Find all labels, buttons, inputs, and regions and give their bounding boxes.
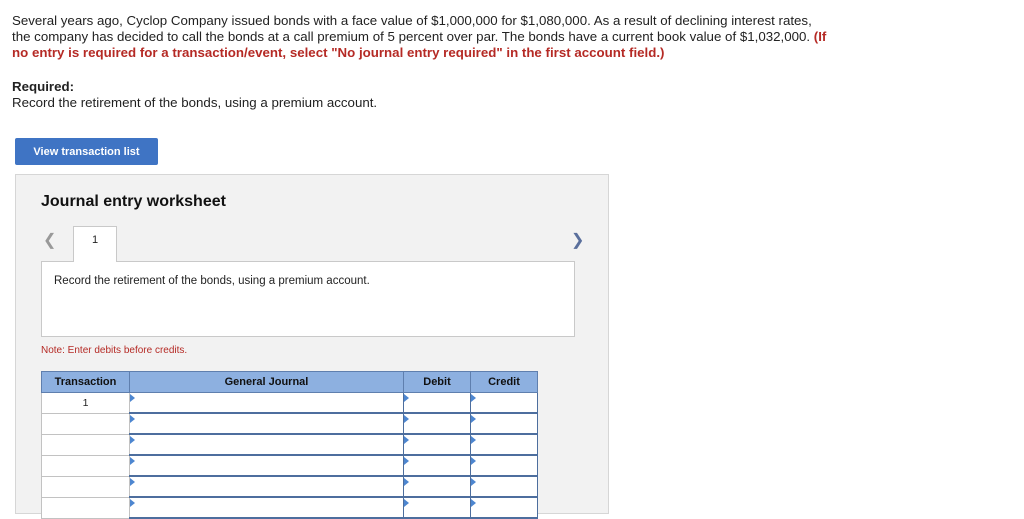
dropdown-marker-icon: [130, 394, 135, 402]
table-row: [42, 413, 538, 434]
table-row: [42, 455, 538, 476]
transaction-cell: [42, 455, 130, 476]
account-field[interactable]: [130, 455, 404, 476]
col-transaction: Transaction: [42, 372, 130, 393]
debit-field[interactable]: [404, 476, 471, 497]
input-marker-icon: [404, 478, 409, 486]
dropdown-marker-icon: [130, 499, 135, 507]
table-row: [42, 434, 538, 455]
input-marker-icon: [404, 394, 409, 402]
table-row: [42, 393, 538, 414]
entry-description-box: [41, 261, 575, 337]
journal-table: [41, 371, 538, 519]
input-marker-icon: [471, 457, 476, 465]
account-field[interactable]: [130, 413, 404, 434]
col-general-journal: General Journal: [130, 372, 404, 393]
entry-note: Note: Enter debits before credits.: [41, 345, 188, 356]
transaction-cell: [42, 476, 130, 497]
tab-1[interactable]: 1: [73, 226, 117, 262]
debit-field[interactable]: [404, 393, 471, 414]
input-marker-icon: [404, 499, 409, 507]
transaction-cell: [42, 434, 130, 455]
worksheet-title: Journal entry worksheet: [41, 193, 226, 210]
account-field[interactable]: [130, 393, 404, 414]
table-row: [42, 497, 538, 518]
debit-field[interactable]: [404, 497, 471, 518]
problem-intro: Several years ago, Cyclop Company issued bonds with a face value of $1,000,000 for $1,080,000. As a result of declining interest rates, the company has decided to call the bonds at a call premium of 5 percent over par. The bonds have a current book value of $1,032,000.: [12, 13, 812, 44]
credit-field[interactable]: [471, 497, 538, 518]
input-marker-icon: [471, 436, 476, 444]
required-heading: Required:: [12, 79, 75, 94]
col-debit: Debit: [404, 372, 471, 393]
input-marker-icon: [471, 415, 476, 423]
account-field[interactable]: [130, 476, 404, 497]
dropdown-marker-icon: [130, 457, 135, 465]
input-marker-icon: [404, 415, 409, 423]
debit-field[interactable]: [404, 455, 471, 476]
dropdown-marker-icon: [130, 436, 135, 444]
account-field[interactable]: [130, 434, 404, 455]
dropdown-marker-icon: [130, 478, 135, 486]
view-transaction-list-button[interactable]: View transaction list: [15, 138, 158, 165]
dropdown-marker-icon: [130, 415, 135, 423]
input-marker-icon: [471, 499, 476, 507]
input-marker-icon: [404, 436, 409, 444]
table-row: [42, 476, 538, 497]
chevron-right-icon[interactable]: ❯: [571, 232, 585, 249]
entry-description: Record the retirement of the bonds, using a premium account.: [54, 275, 370, 287]
credit-field[interactable]: [471, 413, 538, 434]
credit-field[interactable]: [471, 434, 538, 455]
transaction-cell: [42, 497, 130, 518]
transaction-cell: [42, 413, 130, 434]
journal-entry-worksheet: [15, 174, 609, 514]
credit-field[interactable]: [471, 393, 538, 414]
input-marker-icon: [404, 457, 409, 465]
input-marker-icon: [471, 394, 476, 402]
debit-field[interactable]: [404, 413, 471, 434]
debit-field[interactable]: [404, 434, 471, 455]
col-credit: Credit: [471, 372, 538, 393]
chevron-left-icon[interactable]: ❮: [43, 232, 57, 249]
instruction-text: (If no entry is required for a transaction/event, select "No journal entry required" in the first account field.): [12, 28, 827, 60]
problem-statement: [12, 13, 832, 60]
transaction-cell: 1: [42, 393, 130, 414]
required-text: Record the retirement of the bonds, using a premium account.: [12, 95, 378, 110]
credit-field[interactable]: [471, 455, 538, 476]
credit-field[interactable]: [471, 476, 538, 497]
account-field[interactable]: [130, 497, 404, 518]
input-marker-icon: [471, 478, 476, 486]
